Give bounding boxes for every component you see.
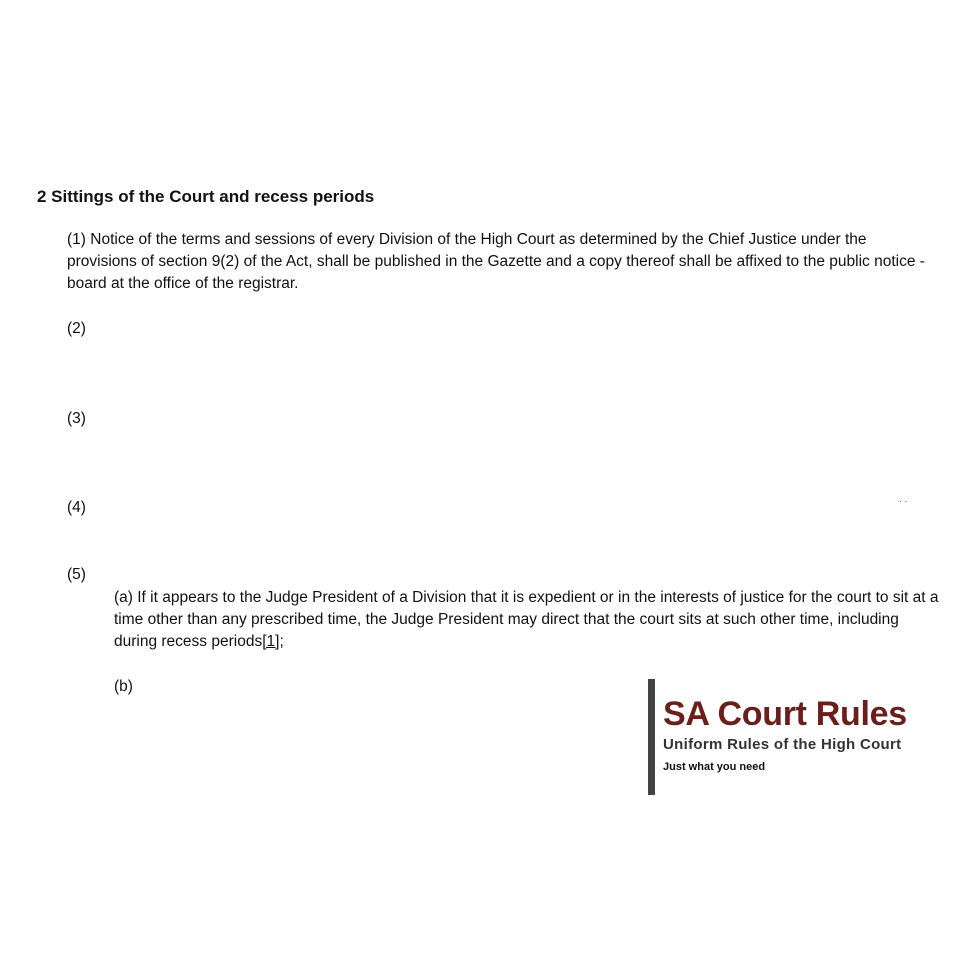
stray-dots: . .: [899, 494, 908, 505]
subrule-5b: (b): [114, 678, 133, 695]
logo-subtitle: Uniform Rules of the High Court: [663, 736, 902, 753]
subrule-1: (1) Notice of the terms and sessions of every Division of the High Court as determined by the Chief Justice under the provisions of section 9(2) of the Act, shall be published in the Gazette and a copy thereof shall be affixed to the public notice -board at the office of the registrar.: [67, 231, 925, 292]
subrule-5a-text: (a) If it appears to the Judge President of a Division that it is expedient or in the interests of justice for the court to sit at a time other than any prescribed time, the Judge President may direct that the court sits at such other time, including during recess periods: [114, 589, 939, 650]
subrule-2: (2): [67, 320, 86, 337]
subrule-5a-end: ;: [279, 633, 284, 650]
subrule-3: (3): [67, 410, 86, 427]
footnote-link[interactable]: [1]: [262, 633, 280, 650]
logo-title: SA Court Rules: [663, 695, 907, 733]
subrule-5: (5): [67, 566, 86, 583]
subrule-4: (4): [67, 499, 86, 516]
sa-court-rules-logo: [648, 679, 907, 795]
subrule-5a: [114, 587, 944, 653]
section-heading: 2 Sittings of the Court and recess periods: [37, 187, 375, 206]
logo-tagline: Just what you need: [663, 761, 766, 773]
